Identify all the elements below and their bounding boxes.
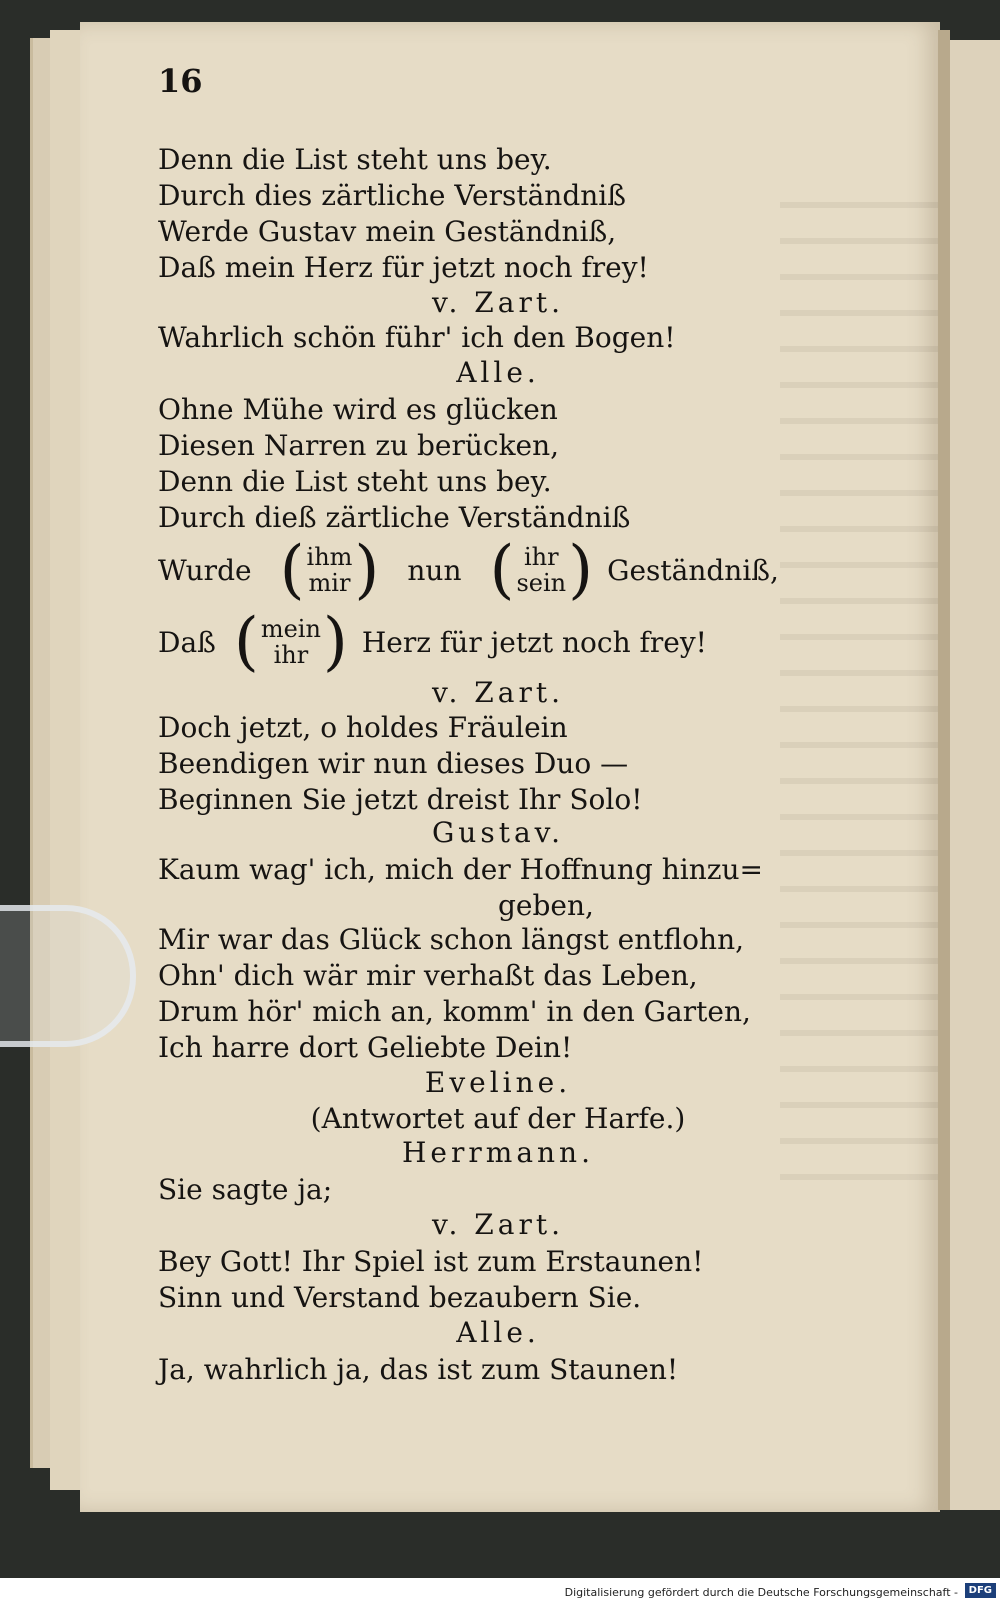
stage-direction: (Antwortet auf der Harfe.) — [310, 1102, 686, 1135]
verse-line: Ohn' dich wär mir verhaßt das Leben, — [158, 959, 698, 992]
speaker-heading: v. Zart. — [432, 1208, 564, 1241]
right-parenthesis: ) — [322, 605, 348, 679]
verse-word: Daß — [158, 625, 216, 659]
verse-line: Durch dies zärtliche Verständniß — [158, 179, 626, 212]
speaker-heading: Alle. — [456, 356, 540, 389]
verse-line-continuation: geben, — [498, 889, 594, 922]
verse-word: Herz für jetzt noch frey! — [361, 625, 707, 659]
speaker-heading: Eveline. — [424, 1066, 572, 1099]
verse-line: Sinn und Verstand bezaubern Sie. — [158, 1281, 642, 1314]
speaker-heading: Herrmann. — [402, 1136, 594, 1169]
verse-line: Ja, wahrlich ja, das ist zum Staunen! — [158, 1353, 679, 1386]
alternative-top: ihm — [306, 543, 353, 571]
verse-line: Mir war das Glück schon längst entflohn, — [158, 923, 745, 956]
left-parenthesis: ( — [279, 533, 305, 607]
alternative-bottom: sein — [516, 569, 567, 597]
verse-line: Kaum wag' ich, mich der Hoffnung hinzu= — [158, 853, 764, 886]
right-parenthesis: ) — [568, 533, 594, 607]
verse-line: Ohne Mühe wird es glücken — [158, 393, 558, 426]
verse-line: Drum hör' mich an, komm' in den Garten, — [158, 995, 751, 1028]
verse-line: Beginnen Sie jetzt dreist Ihr Solo! — [158, 783, 643, 816]
alternative-top: ihr — [523, 543, 559, 571]
verse-line: Bey Gott! Ihr Spiel ist zum Erstaunen! — [158, 1245, 704, 1278]
verse-line: Sie sagte ja; — [158, 1173, 333, 1206]
verse-line: Denn die List steht uns bey. — [158, 465, 552, 498]
alternative-reading-line — [158, 533, 779, 607]
facing-page-edge — [950, 40, 1000, 1510]
alternative-stack — [305, 544, 355, 596]
verse-line: Diesen Narren zu berücken, — [158, 429, 560, 462]
verse-line: Ich harre dort Geliebte Dein! — [158, 1031, 573, 1064]
verse-word: nun — [407, 553, 462, 587]
page-clip — [0, 905, 136, 1047]
verse-line: Beendigen wir nun dieses Duo — — [158, 747, 629, 780]
left-parenthesis: ( — [489, 533, 515, 607]
speaker-heading: v. Zart. — [432, 676, 564, 709]
alternative-top: mein — [260, 615, 321, 643]
footer-credit: Digitalisierung gefördert durch die Deutsche Forschungsgemeinschaft - — [564, 1586, 958, 1599]
left-parenthesis: ( — [233, 605, 259, 679]
right-parenthesis: ) — [354, 533, 380, 607]
verse-line: Durch dieß zärtliche Verständniß — [158, 501, 631, 534]
verse-line: Werde Gustav mein Geständniß, — [158, 215, 617, 248]
speaker-heading: Alle. — [456, 1316, 540, 1349]
alternative-reading-line — [158, 605, 707, 679]
verse-word: Wurde — [158, 553, 252, 587]
verse-line: Denn die List steht uns bey. — [158, 143, 552, 176]
page-number: 16 — [158, 62, 203, 100]
alternative-bottom: ihr — [273, 641, 309, 669]
book-gutter — [938, 30, 950, 1510]
speaker-heading: v. Zart. — [432, 286, 564, 319]
dfg-logo: DFG — [965, 1583, 996, 1598]
verse-word: Geständniß, — [607, 553, 779, 587]
verse-line: Wahrlich schön führ' ich den Bogen! — [158, 321, 676, 354]
digitization-footer — [0, 1578, 1000, 1605]
verse-line: Daß mein Herz für jetzt noch frey! — [158, 251, 649, 284]
alternative-stack — [259, 616, 323, 668]
verse-line: Doch jetzt, o holdes Fräulein — [158, 711, 568, 744]
alternative-stack — [514, 544, 568, 596]
alternative-bottom: mir — [308, 569, 351, 597]
speaker-heading: Gustav. — [431, 816, 565, 849]
